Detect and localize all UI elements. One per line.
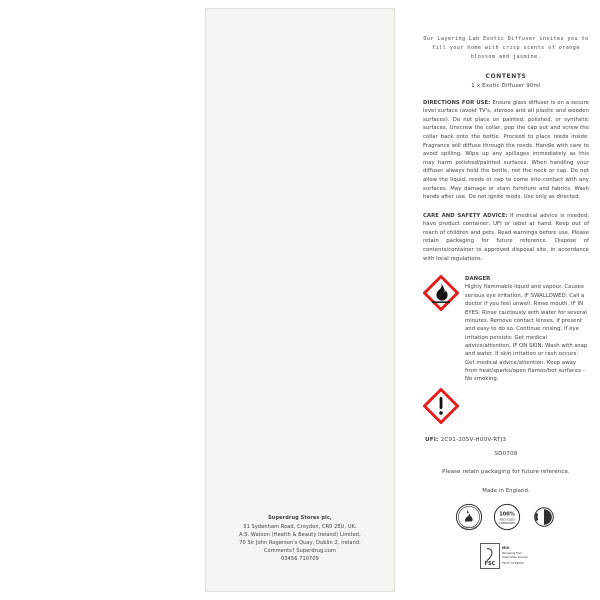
contents-line: 1 x Exotic Diffuser 90ml bbox=[471, 82, 541, 89]
ghs-exclamation-icon bbox=[423, 388, 459, 424]
footer-phone: 03456 710709 bbox=[281, 555, 319, 562]
svg-text:FSC: FSC bbox=[484, 560, 496, 567]
svg-text:100%: 100% bbox=[499, 511, 515, 518]
retain-packaging-line: Please retain packaging for future reference. bbox=[442, 468, 570, 475]
svg-text:Packaging from: Packaging from bbox=[502, 551, 523, 555]
intro-paragraph: Our Layering Lab Exotic Diffuser invites you to fill your home with crisp scents of orange blossom and jasmine. bbox=[423, 36, 589, 60]
care-label: CARE AND SAFETY ADVICE: bbox=[423, 212, 508, 219]
directions-label: DIRECTIONS FOR USE: bbox=[423, 99, 491, 106]
care-paragraph bbox=[423, 212, 589, 263]
ufi-value: 2C91-205V-H00V-RTJ3 bbox=[440, 436, 507, 443]
ufi-line bbox=[423, 437, 589, 443]
directions-text: Ensure glass diffuser is on a secure level surface (avoid TV's, stereos and all plastic and wooden surfaces). Do not place on painted, polished, or synthetic surfaces. Unscrew the collar, pop the cap out and screw the collar back onto the bottle. Proceed to place reeds inside. Fragrance will diffuse through the reeds. Handle with care to avoid spilling. Wipe up any spillages immediately as this may harm polished/painted surfaces. When handling your diffuser always hold the bottle, not the neck or cap. Do not allow the liquid, reeds or cap to come into contact with any surfaces. May damage or stain furniture and fabrics. Wash hands after use. Do not ignite reeds. Use only as directed. bbox=[423, 99, 589, 201]
footer-company: Superdrug Stores plc, bbox=[268, 515, 332, 522]
certification-marks-row bbox=[423, 503, 589, 535]
ufi-label: UFI: bbox=[425, 436, 439, 443]
care-text: If medical advice is needed, have product container, UFI or label at hand. Keep out of reach of children and pets. Read warnings before use. Please retain packaging for future reference. Dispose of contents/container to approved disposal site, in accordance with local regulations. bbox=[423, 212, 589, 262]
product-packaging-panel bbox=[205, 8, 589, 592]
danger-label: DANGER bbox=[465, 276, 491, 283]
svg-text:responsible sources: responsible sources bbox=[502, 555, 528, 559]
batch-code: SD0708 bbox=[494, 450, 518, 457]
ghs-flammable-icon bbox=[423, 275, 459, 311]
made-in-line: Made in England. bbox=[482, 487, 530, 494]
danger-block bbox=[423, 275, 589, 384]
svg-text:MIX: MIX bbox=[502, 545, 510, 550]
directions-paragraph bbox=[423, 99, 589, 202]
danger-text-block bbox=[465, 275, 589, 384]
packaging-content bbox=[423, 23, 589, 595]
footer-address-2: A.S. Watson (Health & Beauty Ireland) Limited, bbox=[239, 531, 361, 538]
svg-text:CARDBOARD: CARDBOARD bbox=[498, 521, 516, 525]
leaping-bunny-icon bbox=[455, 503, 483, 535]
danger-text: Highly flammable liquid and vapour. Causes serious eye irritation. IF SWALLOWED: Call a doctor if you feel unwell. Rinse mouth. IF IN EYES: Rinse cautiously with water for several minutes. Remove contact lenses, if present and easy to do so. Continue rinsing. If eye irritation persists: Get medical advice/attention. IF ON SKIN: Wash with soap and water. If skin irritation or rash occurs: Get medical advice/attention. Keep away from heat/sparks/open flames/hot surfaces - No smoking. bbox=[465, 284, 588, 383]
exclamation-block bbox=[423, 388, 589, 424]
100-percent-recycled-icon bbox=[493, 503, 521, 535]
svg-text:CRUELTY FREE: CRUELTY FREE bbox=[461, 526, 477, 530]
footer-comments: Comments? Superdrug.com bbox=[263, 547, 337, 554]
fsc-mix-icon bbox=[480, 543, 532, 573]
footer-address-1: 51 Sydenham Road, Croydon, CR0 2EU, UK. bbox=[243, 523, 357, 530]
footer-address-3: 70 Sir John Rogerson's Quay, Dublin 2, Ireland. bbox=[239, 539, 361, 546]
svg-text:RECYCLED: RECYCLED bbox=[499, 517, 515, 522]
green-dot-icon bbox=[531, 507, 557, 531]
fsc-mark-row bbox=[423, 543, 589, 573]
manufacturer-footer bbox=[206, 514, 394, 563]
svg-text:FSC® C184503: FSC® C184503 bbox=[502, 560, 524, 565]
contents-heading: CONTENTS bbox=[485, 72, 527, 80]
